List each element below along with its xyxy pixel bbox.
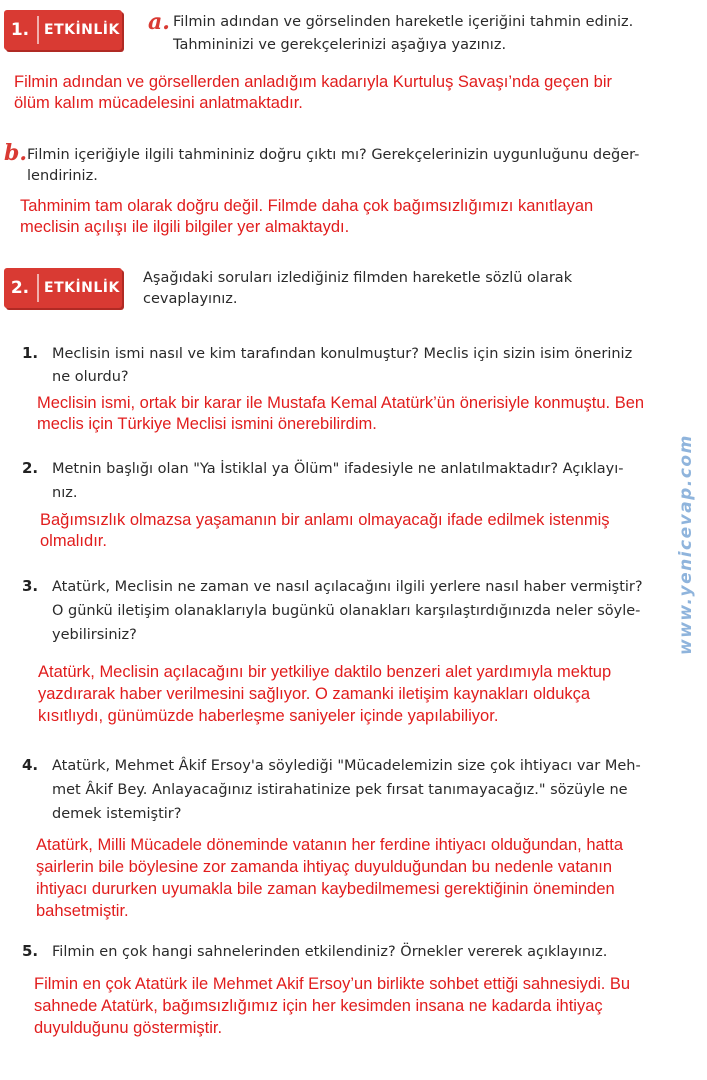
question-2-line-1: Metnin başlığı olan "Ya İstiklal ya Ölüm" ifadesiyle ne anlatılmaktadır? Açıklayı- [52,461,624,477]
part-b-answer-line-2: meclisin açılışı ile ilgili bilgiler yer almaktaydı. [20,218,350,236]
answer-1-line-1: Meclisin ismi, ortak bir karar ile Mustafa Kemal Atatürk’ün önerisiyle konmuştu. Ben [37,394,645,412]
answer-5-line-1: Filmin en çok Atatürk ile Mehmet Akif Ersoy’un birlikte sohbet ettiği sahnesiydi. Bu [34,975,631,993]
answer-3-line-2: yazdırarak haber verilmesini sağlıyor. O zamanki iletişim kaynakları oldukça [38,685,591,703]
part-a-question-line-1: Filmin adından ve görselinden hareketle içeriğini tahmin ediniz. [173,14,634,30]
badge-divider [37,16,39,44]
part-b-question-line-1: Filmin içeriğiyle ilgili tahmininiz doğru çıktı mı? Gerekçelerinizin uygunluğunu değer- [27,147,640,163]
question-5-line-1: Filmin en çok hangi sahnelerinden etkilendiniz? Örnekler vererek açıklayınız. [52,944,608,960]
answer-3-line-1: Atatürk, Meclisin açılacağını bir yetkiliye daktilo benzeri alet yardımıyla mektup [38,663,612,681]
part-b-letter: b. [4,140,28,166]
answer-5-line-3: duyulduğunu göstermiştir. [34,1019,223,1037]
question-4-line-3: demek istemiştir? [52,806,182,822]
part-a-answer-line-2: ölüm kalım mücadelesini anlatmaktadır. [14,94,303,112]
activity-2-number: 2. [10,278,30,298]
answer-4-line-2: şairlerin bile böylesine zor zamanda ihtiyaç duyulduğundan bu nedenle vatanın [36,858,613,876]
answer-4-line-3: ihtiyacı dururken uyumakla bile zaman kaybedilmemesi gerektiğinin öneminden [36,880,615,898]
question-3-number: 3. [22,577,39,595]
question-2-line-2: nız. [52,485,78,501]
part-a-question-line-2: Tahmininizi ve gerekçelerinizi aşağıya yazınız. [173,37,507,53]
answer-1-line-2: meclis için Türkiye Meclisi ismini önerebilirdim. [37,415,377,433]
activity-1-badge [4,10,122,50]
answer-5-line-2: sahnede Atatürk, bağımsızlığımız için her kesimden insana ne kadarda ihtiyaç [34,997,603,1015]
part-b-answer-line-1: Tahminim tam olarak doğru değil. Filmde daha çok bağımsızlığımızı kanıtlayan [20,197,594,215]
part-a-letter: a. [148,9,170,35]
question-5-number: 5. [22,942,39,960]
site-watermark: www.yenicevap.com [676,434,696,656]
question-1-line-1: Meclisin ismi nasıl ve kim tarafından konulmuştur? Meclis için sizin isim öneriniz [52,346,633,362]
part-b-question-line-2: lendiriniz. [27,168,98,184]
badge-divider [37,274,39,302]
answer-4-line-1: Atatürk, Milli Mücadele döneminde vatanın her ferdine ihtiyacı olduğundan, hatta [36,836,624,854]
question-3-line-1: Atatürk, Meclisin ne zaman ve nasıl açılacağını ilgili yerlere nasıl haber vermiştir? [52,579,643,595]
answer-2-line-1: Bağımsızlık olmazsa yaşamanın bir anlamı olmayacağı ifade edilmek istenmiş [40,511,610,529]
question-4-line-1: Atatürk, Mehmet Âkif Ersoy'a söylediği "Mücadelemizin size çok ihtiyacı var Meh- [52,758,641,774]
activity-2-label: ETKİNLİK [44,280,120,296]
answer-2-line-2: olmalıdır. [40,532,107,550]
question-3-line-3: yebilirsiniz? [52,627,137,643]
question-1-line-2: ne olurdu? [52,369,129,385]
question-2-number: 2. [22,459,39,477]
activity-2-intro-line-1: Aşağıdaki soruları izlediğiniz filmden hareketle sözlü olarak [143,270,573,286]
activity-1-number: 1. [10,20,30,40]
answer-4-line-4: bahsetmiştir. [36,902,129,920]
question-3-line-2: O günkü iletişim olanaklarıyla bugünkü olanakları karşılaştırdığınızda neler söyle- [52,603,641,619]
activity-1-label: ETKİNLİK [44,22,120,38]
answer-3-line-3: kısıtlıydı, günümüzde haberleşme saniyeler içinde yapılabiliyor. [38,707,499,725]
activity-2-intro-line-2: cevaplayınız. [143,291,238,307]
question-1-number: 1. [22,344,39,362]
question-4-line-2: met Âkif Bey. Anlayacağınız istirahatinize pek fırsat tanımayacağız." sözüyle ne [52,782,628,798]
activity-2-badge [4,268,122,308]
part-a-answer-line-1: Filmin adından ve görsellerden anladığım kadarıyla Kurtuluş Savaşı’nda geçen bir [14,73,613,91]
question-4-number: 4. [22,756,39,774]
